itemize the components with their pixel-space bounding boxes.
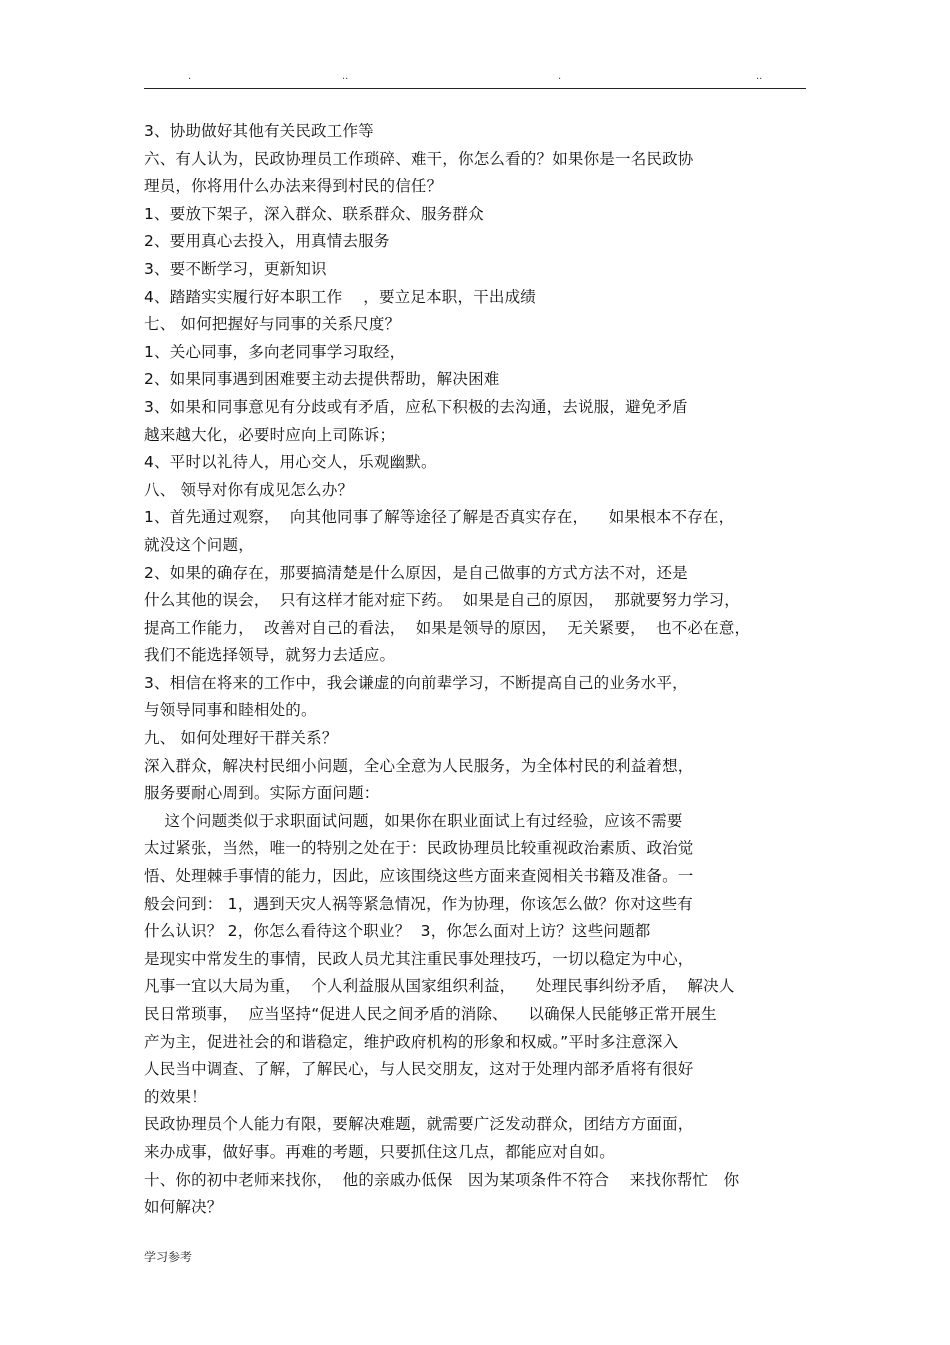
text-line: 这个问题类似于求职面试问题，如果你在职业面试上有过经验，应该不需要 bbox=[144, 811, 683, 830]
text-line: 太过紧张，当然，唯一的特别之处在于：民政协理员比较重视政治素质、政治觉 bbox=[144, 839, 694, 858]
section-heading-8: 八、 领导对你有成见怎么办？ bbox=[144, 480, 354, 499]
text-line: 1、首先通过观察， 向其他同事了解等途径了解是否真实存在， 如果根本不存在， bbox=[144, 508, 735, 527]
document-body bbox=[144, 118, 824, 1222]
text-line: 什么认识？ 2，你怎么看待这个职业？ 3，你怎么面对上访？这些问题都 bbox=[144, 922, 651, 941]
text-line: 人民当中调查、了解，了解民心，与人民交朋友，这对于处理内部矛盾将有很好 bbox=[144, 1060, 694, 1079]
text-line: 与领导同事和睦相处的。 bbox=[144, 701, 317, 720]
text-line: 什么其他的误会， 只有这样才能对症下药。 如果是自己的原因， 那就要努力学习， bbox=[144, 591, 740, 610]
text-line: 4、踏踏实实履行好本职工作 ，要立足本职，干出成绩 bbox=[144, 287, 536, 306]
text-line: 我们不能选择领导，就努力去适应。 bbox=[144, 646, 396, 665]
text-line: 3、要不断学习，更新知识 bbox=[144, 259, 327, 278]
text-line: 服务要耐心周到。实际方面问题： bbox=[144, 784, 380, 803]
text-line: 就没这个问题， bbox=[144, 535, 254, 554]
text-line: 2、如果的确存在，那要搞清楚是什么原因，是自己做事的方式方法不对，还是 bbox=[144, 563, 688, 582]
text-line: 民政协理员个人能力有限，要解决难题，就需要广泛发动群众，团结方方面面， bbox=[144, 1115, 694, 1134]
text-line: 深入群众，解决村民细小问题，全心全意为人民服务，为全体村民的利益着想， bbox=[144, 756, 694, 775]
section-heading-10: 十、你的初中老师来找你， 他的亲戚办低保 因为某项条件不符合 来找你帮忙 你 bbox=[144, 1170, 740, 1189]
text-line: 如何解决？ bbox=[144, 1198, 223, 1217]
text-line: 3、协助做好其他有关民政工作等 bbox=[144, 122, 374, 140]
text-line: 悟、处理棘手事情的能力，因此，应该围绕这些方面来查阅相关书籍及准备。一 bbox=[144, 867, 694, 886]
text-line: 产为主，促进社会的和谐稳定，维护政府机构的形象和权威。”平时多注意深入 bbox=[144, 1032, 679, 1051]
text-line: 般会问到： 1，遇到天灾人祸等紧急情况，作为协理，你该怎么做？你对这些有 bbox=[144, 894, 693, 913]
text-line: 3、如果和同事意见有分歧或有矛盾，应私下积极的去沟通，去说服，避免矛盾 bbox=[144, 397, 688, 416]
section-heading-7: 七、 如何把握好与同事的关系尺度？ bbox=[144, 315, 401, 334]
text-line: 4、平时以礼待人，用心交人，乐观幽默。 bbox=[144, 453, 437, 472]
text-line: 2、如果同事遇到困难要主动去提供帮助，解决困难 bbox=[144, 370, 500, 389]
section-heading-9: 九、 如何处理好干群关系？ bbox=[144, 729, 338, 748]
header-mark: .. bbox=[342, 71, 349, 82]
text-line: 1、关心同事，多向老同事学习取经， bbox=[144, 342, 406, 361]
text-line: 2、要用真心去投入，用真情去服务 bbox=[144, 232, 390, 251]
text-line: 凡事一宜以大局为重， 个人利益服从国家组织利益， 处理民事纠纷矛盾， 解决人 bbox=[144, 977, 735, 996]
text-line: 越来越大化，必要时应向上司陈诉； bbox=[144, 425, 396, 444]
text-line: 来办成事，做好事。再难的考题，只要抓住这几点，都能应对自如。 bbox=[144, 1142, 616, 1161]
text-line: 民日常琐事， 应当坚持“促进人民之间矛盾的消除、 以确保人民能够正常开展生 bbox=[144, 1005, 717, 1023]
section-heading-6: 六、有人认为，民政协理员工作琐碎、难干，你怎么看的？如果你是一名民政协 bbox=[144, 149, 694, 168]
text-line: 是现实中常发生的事情，民政人员尤其注重民事处理技巧，一切以稳定为中心， bbox=[144, 949, 694, 968]
page-header bbox=[144, 70, 806, 89]
header-mark: .. bbox=[756, 71, 763, 82]
footer-label: 学习参考 bbox=[144, 1250, 193, 1264]
text-line: 理员，你将用什么办法来得到村民的信任？ bbox=[144, 177, 443, 196]
header-mark: . bbox=[558, 71, 562, 82]
text-line: 提高工作能力， 改善对自己的看法， 如果是领导的原因， 无关紧要， 也不必在意， bbox=[144, 618, 751, 637]
text-line: 3、相信在将来的工作中，我会谦虚的向前辈学习，不断提高自己的业务水平， bbox=[144, 673, 688, 692]
text-line: 1、要放下架子，深入群众、联系群众、服务群众 bbox=[144, 204, 484, 223]
text-line: 的效果！ bbox=[144, 1087, 207, 1106]
header-mark: . bbox=[188, 71, 192, 82]
